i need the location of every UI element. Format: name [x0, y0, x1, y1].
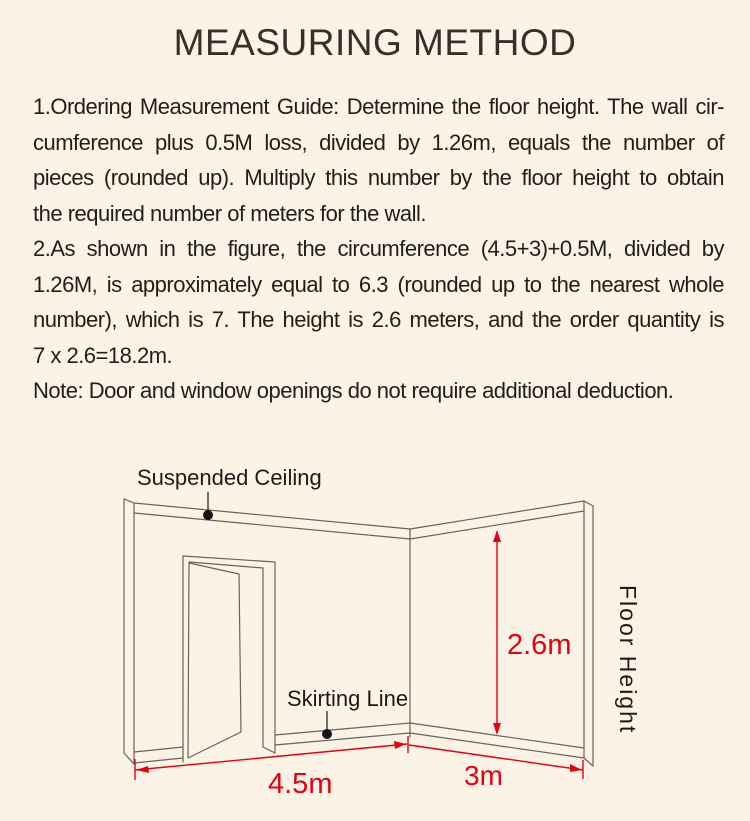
- instruction-line: 2.As shown in the figure, the circumference (4.5+3)+0.5M, divided by: [33, 236, 724, 261]
- instructions-text: [33, 89, 724, 409]
- floor-height-label: Floor Height: [615, 585, 641, 735]
- instruction-line: pieces (rounded up). Multiply this number by the floor height to obtain: [33, 165, 724, 190]
- instruction-line: cumference plus 0.5M loss, divided by 1.26m, equals the number of: [33, 129, 724, 155]
- height-dimension-value: 2.6m: [507, 629, 572, 661]
- instruction-line: 7 x 2.6=18.2m.: [33, 342, 173, 368]
- instruction-line: the required number of meters for the wall.: [33, 200, 427, 226]
- room-measurement-diagram: [0, 440, 750, 821]
- left-wall-outline: [124, 499, 410, 764]
- left-wall-dimension-value: 4.5m: [268, 768, 333, 800]
- instruction-line: number), which is 7. The height is 2.6 meters, and the order quantity is: [33, 307, 724, 332]
- page-title: MEASURING METHOD: [173, 22, 577, 63]
- suspended-ceiling-label: Suspended Ceiling: [137, 465, 322, 490]
- instruction-line: 1.Ordering Measurement Guide: Determine the floor height. The wall cir-: [33, 94, 724, 119]
- height-dimension-line: [493, 530, 501, 735]
- note-line: Note: Door and window openings do not require additional deduction.: [33, 378, 674, 403]
- right-wall-dimension-value: 3m: [464, 760, 503, 791]
- skirting-marker: [322, 711, 332, 739]
- open-door: [183, 556, 275, 762]
- ceiling-marker: [203, 492, 213, 520]
- instruction-line: 1.26M, is approximately equal to 6.3 (rounded up to the nearest whole: [33, 271, 724, 297]
- skirting-line-label: Skirting Line: [287, 686, 409, 711]
